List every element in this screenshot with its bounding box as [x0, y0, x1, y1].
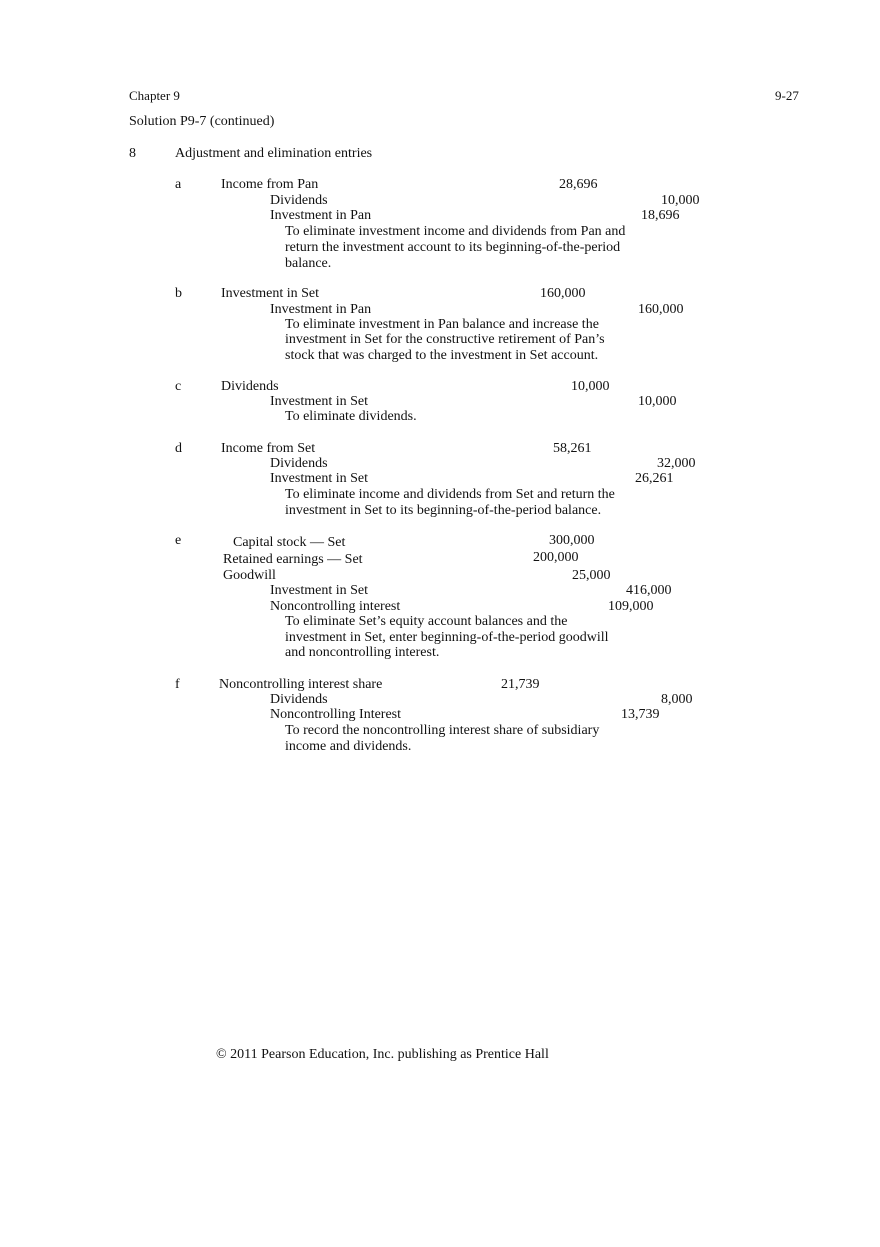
credit-account: Investment in Pan	[270, 208, 372, 223]
explanation-line: balance.	[285, 256, 332, 271]
credit-amount: 32,000	[657, 456, 696, 471]
credit-account: Investment in Set	[270, 583, 368, 598]
debit-account: Income from Pan	[221, 177, 319, 192]
debit-amount: 21,739	[501, 677, 540, 692]
section-number: 8	[129, 146, 136, 161]
debit-amount: 160,000	[540, 286, 586, 301]
explanation-line: return the investment account to its beginning-of-the-period	[285, 240, 621, 255]
solution-title: Solution P9-7 (continued)	[129, 114, 275, 129]
debit-amount: 28,696	[559, 177, 598, 192]
page-number: 9-27	[775, 88, 799, 103]
debit-account: Income from Set	[221, 441, 316, 456]
debit-account: Dividends	[221, 379, 279, 394]
credit-account: Noncontrolling interest	[270, 599, 401, 614]
entry-letter: e	[175, 533, 182, 548]
explanation-line: income and dividends.	[285, 739, 412, 754]
credit-account: Dividends	[270, 456, 328, 471]
credit-account: Dividends	[270, 193, 328, 208]
debit-amount: 58,261	[553, 441, 592, 456]
credit-amount: 160,000	[638, 302, 684, 317]
chapter-label: Chapter 9	[129, 88, 180, 103]
entry-letter: a	[175, 177, 182, 192]
debit-amount: 300,000	[549, 533, 595, 548]
debit-amount: 200,000	[533, 550, 579, 565]
section-title: Adjustment and elimination entries	[175, 146, 373, 161]
explanation-line: investment in Set for the constructive retirement of Pan’s	[285, 332, 605, 347]
explanation-line: To eliminate Set’s equity account balances and the	[285, 614, 568, 629]
credit-amount: 13,739	[621, 707, 660, 722]
explanation-line: investment in Set to its beginning-of-the-period balance.	[285, 503, 602, 518]
debit-account: Investment in Set	[221, 286, 319, 301]
debit-account: Retained earnings — Set	[223, 552, 363, 567]
credit-account: Investment in Set	[270, 394, 368, 409]
credit-account: Noncontrolling Interest	[270, 707, 402, 722]
entry-letter: b	[175, 286, 182, 301]
explanation-line: stock that was charged to the investment in Set account.	[285, 348, 599, 363]
debit-account: Capital stock — Set	[233, 535, 346, 550]
debit-amount: 25,000	[572, 568, 611, 583]
debit-account: Noncontrolling interest share	[219, 677, 383, 692]
explanation-line: To eliminate investment income and dividends from Pan and	[285, 224, 626, 239]
credit-account: Dividends	[270, 692, 328, 707]
explanation-line: To record the noncontrolling interest share of subsidiary	[285, 723, 600, 738]
entry-letter: f	[175, 677, 180, 692]
credit-amount: 8,000	[661, 692, 693, 707]
entry-letter: d	[175, 441, 182, 456]
credit-amount: 26,261	[635, 471, 674, 486]
credit-amount: 416,000	[626, 583, 672, 598]
credit-account: Investment in Set	[270, 471, 368, 486]
credit-amount: 18,696	[641, 208, 680, 223]
explanation-line: investment in Set, enter beginning-of-the-period goodwill	[285, 630, 609, 645]
credit-account: Investment in Pan	[270, 302, 372, 317]
credit-amount: 10,000	[661, 193, 700, 208]
explanation-line: To eliminate dividends.	[285, 409, 417, 424]
credit-amount: 109,000	[608, 599, 654, 614]
explanation-line: To eliminate investment in Pan balance and increase the	[285, 317, 599, 332]
debit-account: Goodwill	[223, 568, 276, 583]
debit-amount: 10,000	[571, 379, 610, 394]
entry-letter: c	[175, 379, 182, 394]
copyright-footer: © 2011 Pearson Education, Inc. publishing as Prentice Hall	[216, 1047, 549, 1062]
credit-amount: 10,000	[638, 394, 677, 409]
explanation-line: and noncontrolling interest.	[285, 645, 440, 660]
explanation-line: To eliminate income and dividends from Set and return the	[285, 487, 615, 502]
